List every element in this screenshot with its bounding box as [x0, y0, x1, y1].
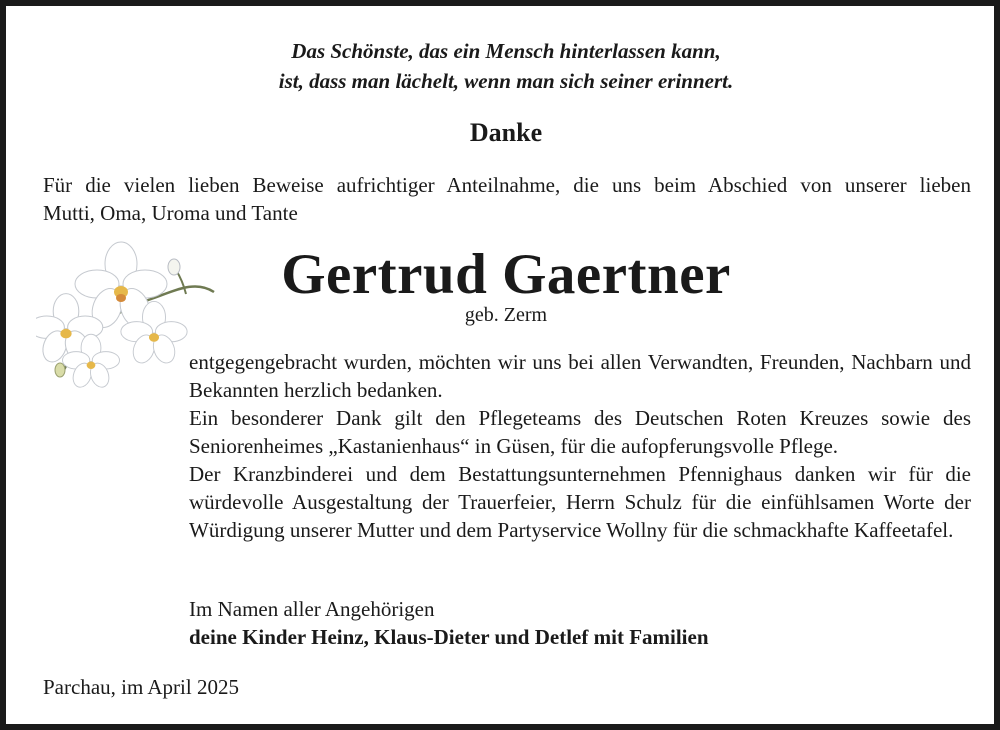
thanks-heading: Danke [469, 118, 543, 147]
intro-line-2: Mutti, Oma, Uroma und Tante [43, 201, 298, 225]
signoff-family: deine Kinder Heinz, Klaus-Dieter und Detlef mit Familien [189, 625, 709, 649]
body-paragraph-2: Ein besonderer Dank gilt den Pflegeteams des Deutschen Roten Kreuzes sowie des Seniorenheimes „Kastanienhaus“ in Güsen, für die aufopferungsvolle Pflege. [189, 406, 971, 458]
maiden-name: geb. Zerm [464, 304, 548, 326]
place-date: Parchau, im April 2025 [43, 675, 239, 699]
intro-text [43, 171, 971, 227]
body-paragraph-3: Der Kranzbinderei und dem Bestattungsunternehmen Pfennighaus danken wir für die würdevolle Ausgestaltung der Trauerfeier, Herrn Schulz für die einfühlsamen Worte der Würdigung unserer Mutter und dem Partyservice Wollny für die schmackhafte Kaffeetafel. [189, 462, 971, 542]
thanks-body [189, 348, 971, 544]
intro-line-1: Für die vielen lieben Beweise aufrichtiger Anteilnahme, die uns beim Abschied von unserer lieben [43, 173, 971, 197]
quote-line-2: ist, dass man lächelt, wenn man sich seiner erinnert. [278, 69, 734, 93]
memorial-quote [6, 36, 1000, 96]
body-paragraph-1: entgegengebracht wurden, möchten wir uns bei allen Verwandten, Freunden, Nachbarn und Bekannten herzlich bedanken. [189, 350, 971, 402]
signoff-line: Im Namen aller Angehörigen [189, 597, 435, 621]
quote-line-1: Das Schönste, das ein Mensch hinterlassen kann, [291, 39, 721, 63]
deceased-name: Gertrud Gaertner [281, 243, 731, 306]
